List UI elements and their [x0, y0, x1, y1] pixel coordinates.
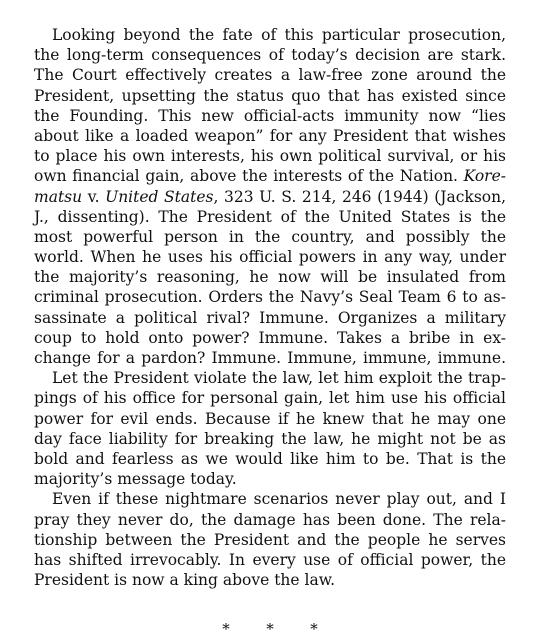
paragraph-2 [34, 368, 506, 489]
text-line: about like a loaded weapon” for any President that wishes [34, 126, 506, 145]
text-line: Let the President violate the law, let him exploit the trap- [52, 369, 506, 388]
opinion-text [34, 25, 506, 590]
case-name: Kore- [463, 167, 506, 186]
text-line: Even if these nightmare scenarios never play out, and I [52, 490, 506, 509]
asterisk: * [310, 620, 318, 638]
text-line-with-citation [34, 166, 506, 186]
text-line: has shifted irrevocably. In every use of official power, the [34, 550, 506, 569]
text-line: tionship between the President and the people he serves [34, 530, 506, 549]
asterisk: * [222, 620, 230, 638]
citation-line [34, 187, 506, 207]
paragraph-3 [34, 489, 506, 590]
text-line: to place his own interests, his own political survival, or his [34, 147, 506, 166]
text-line: majority’s message today. [34, 470, 237, 489]
text-line: Looking beyond the fate of this particular prosecution, [52, 26, 506, 44]
text-line: change for a pardon? Immune. Immune, immune, immune. [34, 349, 506, 367]
case-party: United States [105, 187, 214, 206]
section-break-asterisks [0, 620, 540, 638]
text-line: coup to hold onto power? Immune. Takes a bribe in ex- [34, 328, 506, 347]
text-line: world. When he uses his official powers in any way, under [34, 248, 506, 267]
text-line: President is now a king above the law. [34, 571, 336, 590]
text-line: The Court effectively creates a law-free zone around the [34, 66, 506, 85]
asterisk: * [266, 620, 274, 638]
text-line: bold and fearless as we would like him to be. That is the [34, 449, 506, 468]
text-fragment: own financial gain, above the interests of the Nation. [34, 167, 458, 186]
text-line: the long-term consequences of today’s decision are stark. [34, 46, 506, 65]
text-line: pings of his office for personal gain, let him use his official [34, 389, 506, 408]
text-line: pray they never do, the damage has been done. The rela- [34, 510, 506, 529]
paragraph-1 [34, 25, 506, 368]
text-line: President, upsetting the status quo that has existed since [34, 86, 506, 105]
text-line: J., dissenting). The President of the United States is the [34, 207, 506, 226]
text-line: the Founding. This new official-acts immunity now “lies [34, 106, 506, 125]
case-v: v. [82, 187, 106, 206]
case-name: matsu [34, 187, 83, 206]
text-line: power for evil ends. Because if he knew that he may one [34, 409, 506, 428]
text-line: most powerful person in the country, and possibly the [34, 227, 506, 246]
text-line: sassinate a political rival? Immune. Organizes a military [34, 308, 506, 327]
text-line: criminal prosecution. Orders the Navy’s Seal Team 6 to as- [34, 288, 506, 307]
text-line: the majority’s reasoning, he now will be insulated from [34, 268, 506, 287]
text-line: day face liability for breaking the law, he might not be as [34, 429, 506, 448]
citation-reporter: , 323 U. S. 214, 246 (1944) (Jackson, [213, 187, 507, 206]
